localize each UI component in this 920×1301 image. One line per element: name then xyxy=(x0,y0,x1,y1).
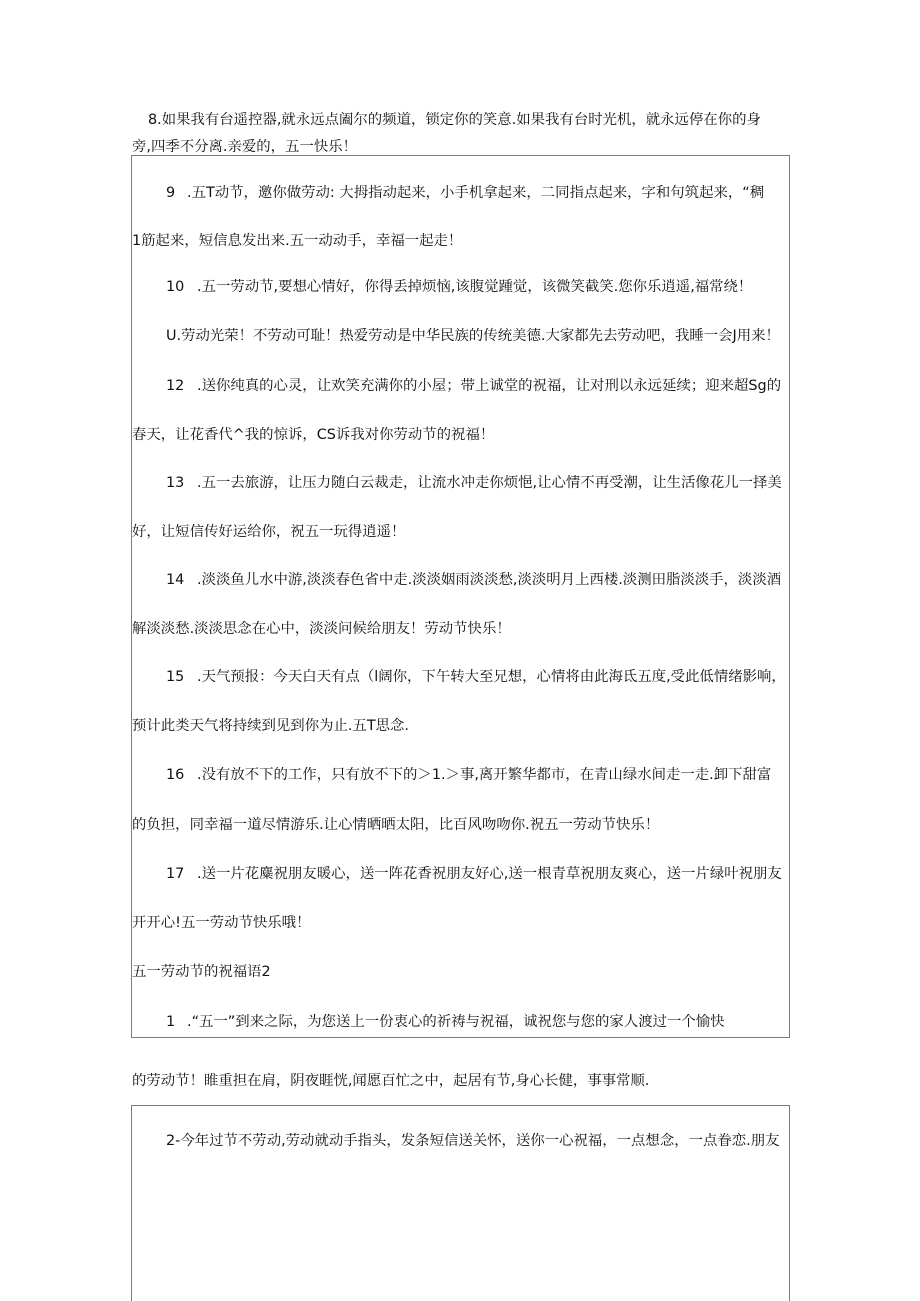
item9-line1: .五T动节，邀你做劳动: 大拇指动起来，小手机拿起来，二同指点起来，字和句筑起来，“稠 xyxy=(187,185,765,201)
item11-line1: U.劳动光荣！不劳动可耻！热爱劳动是中华民族的传统美德.大家都先去劳动吧，我睡一会J用来！ xyxy=(166,328,780,344)
item15-line2: 预计此类天气将持续到见到你为止.五T思念. xyxy=(132,718,409,734)
item13-line1: .五一去旅游，让压力随白云裁走，让流水冲走你烦悒,让心情不再受潮，让生活像花儿一择美 xyxy=(197,475,782,491)
item13-line2: 好，让短信传好运给你，祝五一玩得逍遥！ xyxy=(132,524,406,540)
item17-line2: 开开心!五一劳动节快乐哦！ xyxy=(132,915,311,931)
item14-line2: 解淡淡愁.淡淡思念在心中，淡淡问候给朋友！劳动节快乐！ xyxy=(132,621,511,637)
item9-line2: 1筋起来，短信息发出来.五一动动手，幸福一起走！ xyxy=(132,233,463,249)
item8-line1: 8.如果我有台遥控器,就永远点阖尔的频道，锁定你的笑意.如果我有台时光机，就永远停在你的身 xyxy=(148,112,761,128)
item14-line1: .淡淡鱼儿水中游,淡淡春色省中走.淡淡姻雨淡淡愁,淡淡明月上西楼.淡测田脂淡淡手，淡淡酒 xyxy=(197,572,782,588)
item8-line2: 旁,四季不分离.亲爱的，五一快乐！ xyxy=(132,139,358,155)
s2-item2-line1: 2-今年过节不劳动,劳动就动手指头，发条短信送关怀，送你一心祝福，一点想念，一点眷恋.朋友 xyxy=(166,1133,780,1149)
item10-number: 10 xyxy=(166,279,185,295)
section2-heading: 五一劳动节的祝福语2 xyxy=(132,964,271,980)
item10-line1: .五一劳动节,要想心情好，你得丢掉烦恼,该腹觉踵觉，该微笑截笑.您你乐逍遥,福常绕！ xyxy=(197,279,753,295)
item14-number: 14 xyxy=(166,572,185,588)
item13-number: 13 xyxy=(166,475,185,491)
item16-number: 16 xyxy=(166,767,185,783)
item12-number: 12 xyxy=(166,378,185,394)
item12-line2: 春天，让花香代^我的惊诉，CS诉我对你劳动节的祝福！ xyxy=(132,427,495,443)
item15-number: 15 xyxy=(166,669,185,685)
item9-number: 9 xyxy=(166,185,176,201)
s2-item1-line1: .“五一”到来之际，为您送上一份衷心的祈祷与祝福，诚祝您与您的家人渡过一个愉快 xyxy=(187,1014,725,1030)
item17-line1: .送一片花麋祝朋友暖心，送一阵花香祝朋友好心,送一根青草祝朋友爽心，送一片绿叶祝朋友 xyxy=(197,866,782,882)
item16-line1: .没有放不下的工作，只有放不下的＞1.＞事,离开繁华都市，在青山绿水间走一走.卸下甜富 xyxy=(197,767,772,783)
s2-item1-line2: 的劳动节！睢重担在肩，阴夜睚恍,闻愿百忙之中，起居有节,身心长健，事事常顺. xyxy=(132,1073,650,1089)
item16-line2: 的负担，同幸福一道尽情游乐.让心情晒晒太阳，比百风吻吻你.祝五一劳动节快乐！ xyxy=(132,817,660,833)
s2-item1-number: 1 xyxy=(166,1014,176,1030)
item12-line1: .送你纯真的心灵，让欢笑充满你的小屋；带上诚堂的祝福，让对刑以永远延续；迎来超Sg的 xyxy=(197,378,782,394)
item15-line1: .天气预报：今天白天有点（l阔你，下午转大至兄想，心情将由此海氐五度,受此低情绪影响， xyxy=(197,669,786,685)
item17-number: 17 xyxy=(166,866,185,882)
